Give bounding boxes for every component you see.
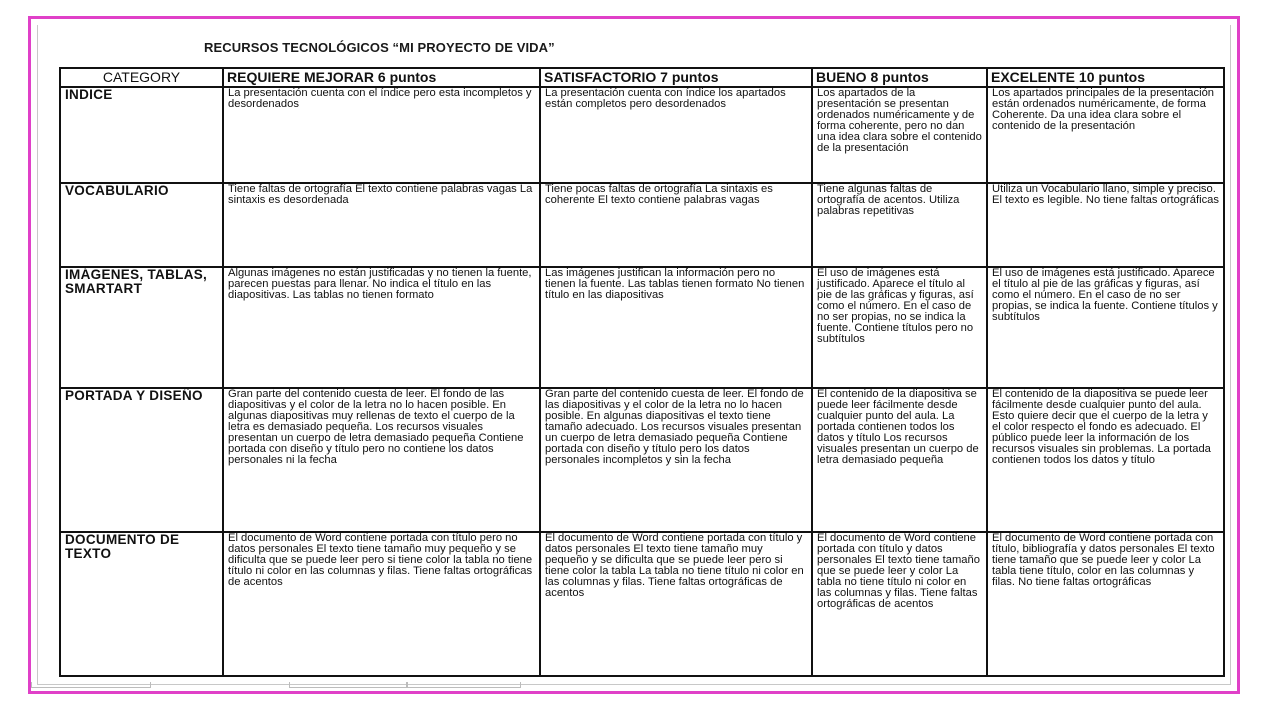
- cell-good: El contenido de la diapositiva se puede leer fácilmente desde cualquier punto del aula. La portada contienen todos los datos y título Los recursos visuales presentan un cuerpo de letra demasiado pequeña: [812, 388, 987, 532]
- cell-good: Tiene algunas faltas de ortografía de acentos. Utiliza palabras repetitivas: [812, 183, 987, 267]
- slide-frame: [28, 16, 1240, 694]
- cell-excellent: Los apartados principales de la presentación están ordenados numéricamente, de forma Coherente. Da una idea clara sobre el contenido de la presentación: [987, 87, 1224, 183]
- row-category: INDICE: [60, 87, 223, 183]
- row-category: PORTADA Y DISEÑO: [60, 388, 223, 532]
- cell-excellent: El contenido de la diapositiva se puede leer fácilmente desde cualquier punto del aula. Esto quiere decir que el cuerpo de la letra y el color respecto el fondo es adecuado. El público puede leer la información de los recursos visuales sin problemas. La portada contienen todos los datos y título: [987, 388, 1224, 532]
- cell-satisfactory: El documento de Word contiene portada con título y datos personales El texto tiene tamaño muy pequeño y se dificulta que se puede leer pero si tiene color la tabla La tabla no tiene título ni color en las columnas y filas. Tiene faltas ortográficas de acentos: [540, 532, 812, 676]
- table-row: [60, 532, 1224, 676]
- row-category: IMÁGENES, TABLAS, SMARTART: [60, 267, 223, 388]
- cell-needs-improvement: El documento de Word contiene portada con título pero no datos personales El texto tiene tamaño muy pequeño y se dificulta que se puede leer pero si tiene color la tabla no tiene título ni color en las columnas y filas. Tiene faltas ortográficas de acentos: [223, 532, 540, 676]
- header-category: CATEGORY: [60, 68, 223, 87]
- table-row: [60, 388, 1224, 532]
- cell-satisfactory: Las imágenes justifican la información pero no tienen la fuente. Las tablas tienen formato No tienen título en las diapositivas: [540, 267, 812, 388]
- table-row: [60, 183, 1224, 267]
- cell-satisfactory: Gran parte del contenido cuesta de leer. El fondo de las diapositivas y el color de la letra no lo hacen posible. En algunas diapositivas el texto tiene tamaño adecuado. Los recursos visuales presentan un cuerpo de letra demasiado pequeña Contiene portada con diseño y título pero los datos personales incompletos y sin la fecha: [540, 388, 812, 532]
- page-tab-stub: [407, 682, 521, 688]
- cell-good: El uso de imágenes está justificado. Aparece el título al pie de las gráficas y figuras, así como el número. En el caso de no ser propias, no se indica la fuente. Contiene títulos pero no subtítulos: [812, 267, 987, 388]
- cell-excellent: El uso de imágenes está justificado. Aparece el título al pie de las gráficas y figuras, así como el número. En el caso de no ser propias, se indica la fuente. Contiene títulos y subtítulos: [987, 267, 1224, 388]
- page-tab-stub: [289, 682, 407, 688]
- cell-needs-improvement: La presentación cuenta con el índice pero esta incompletos y desordenados: [223, 87, 540, 183]
- header-excellent: EXCELENTE 10 puntos: [987, 68, 1224, 87]
- table-row: [60, 267, 1224, 388]
- header-row: [60, 68, 1224, 87]
- header-satisfactory: SATISFACTORIO 7 puntos: [540, 68, 812, 87]
- page-tab-stub: [31, 682, 151, 688]
- header-needs-improvement: REQUIERE MEJORAR 6 puntos: [223, 68, 540, 87]
- cell-needs-improvement: Algunas imágenes no están justificadas y no tienen la fuente, parecen puestas para llenar. No indica el título en las diapositivas. Las tablas no tienen formato: [223, 267, 540, 388]
- row-category: VOCABULARIO: [60, 183, 223, 267]
- page-title: RECURSOS TECNOLÓGICOS “MI PROYECTO DE VIDA”: [204, 40, 555, 55]
- cell-satisfactory: La presentación cuenta con índice los apartados están completos pero desordenados: [540, 87, 812, 183]
- cell-needs-improvement: Gran parte del contenido cuesta de leer. El fondo de las diapositivas y el color de la letra no lo hacen posible. En algunas diapositivas muy rellenas de texto el cuerpo de la letra es demasiado pequeña. Los recursos visuales presentan un cuerpo de letra demasiado pequeña Contiene portada con diseño y título pero no contiene los datos personales ni la fecha: [223, 388, 540, 532]
- rubric-table: [59, 67, 1225, 677]
- header-good: BUENO 8 puntos: [812, 68, 987, 87]
- cell-good: El documento de Word contiene portada con título y datos personales El texto tiene tamaño que se puede leer y color La tabla no tiene título ni color en las columnas y filas. Tiene faltas ortográficas de acentos: [812, 532, 987, 676]
- cell-excellent: El documento de Word contiene portada con título, bibliografía y datos personales El texto tiene tamaño que se puede leer y color La tabla tiene título, color en las columnas y filas. No tiene faltas ortográficas: [987, 532, 1224, 676]
- cell-excellent: Utiliza un Vocabulario llano, simple y preciso. El texto es legible. No tiene faltas ortográficas: [987, 183, 1224, 267]
- cell-good: Los apartados de la presentación se presentan ordenados numéricamente y de forma coherente, pero no dan una idea clara sobre el contenido de la presentación: [812, 87, 987, 183]
- row-category: DOCUMENTO DE TEXTO: [60, 532, 223, 676]
- cell-needs-improvement: Tiene faltas de ortografía El texto contiene palabras vagas La sintaxis es desordenada: [223, 183, 540, 267]
- cell-satisfactory: Tiene pocas faltas de ortografía La sintaxis es coherente El texto contiene palabras vagas: [540, 183, 812, 267]
- table-row: [60, 87, 1224, 183]
